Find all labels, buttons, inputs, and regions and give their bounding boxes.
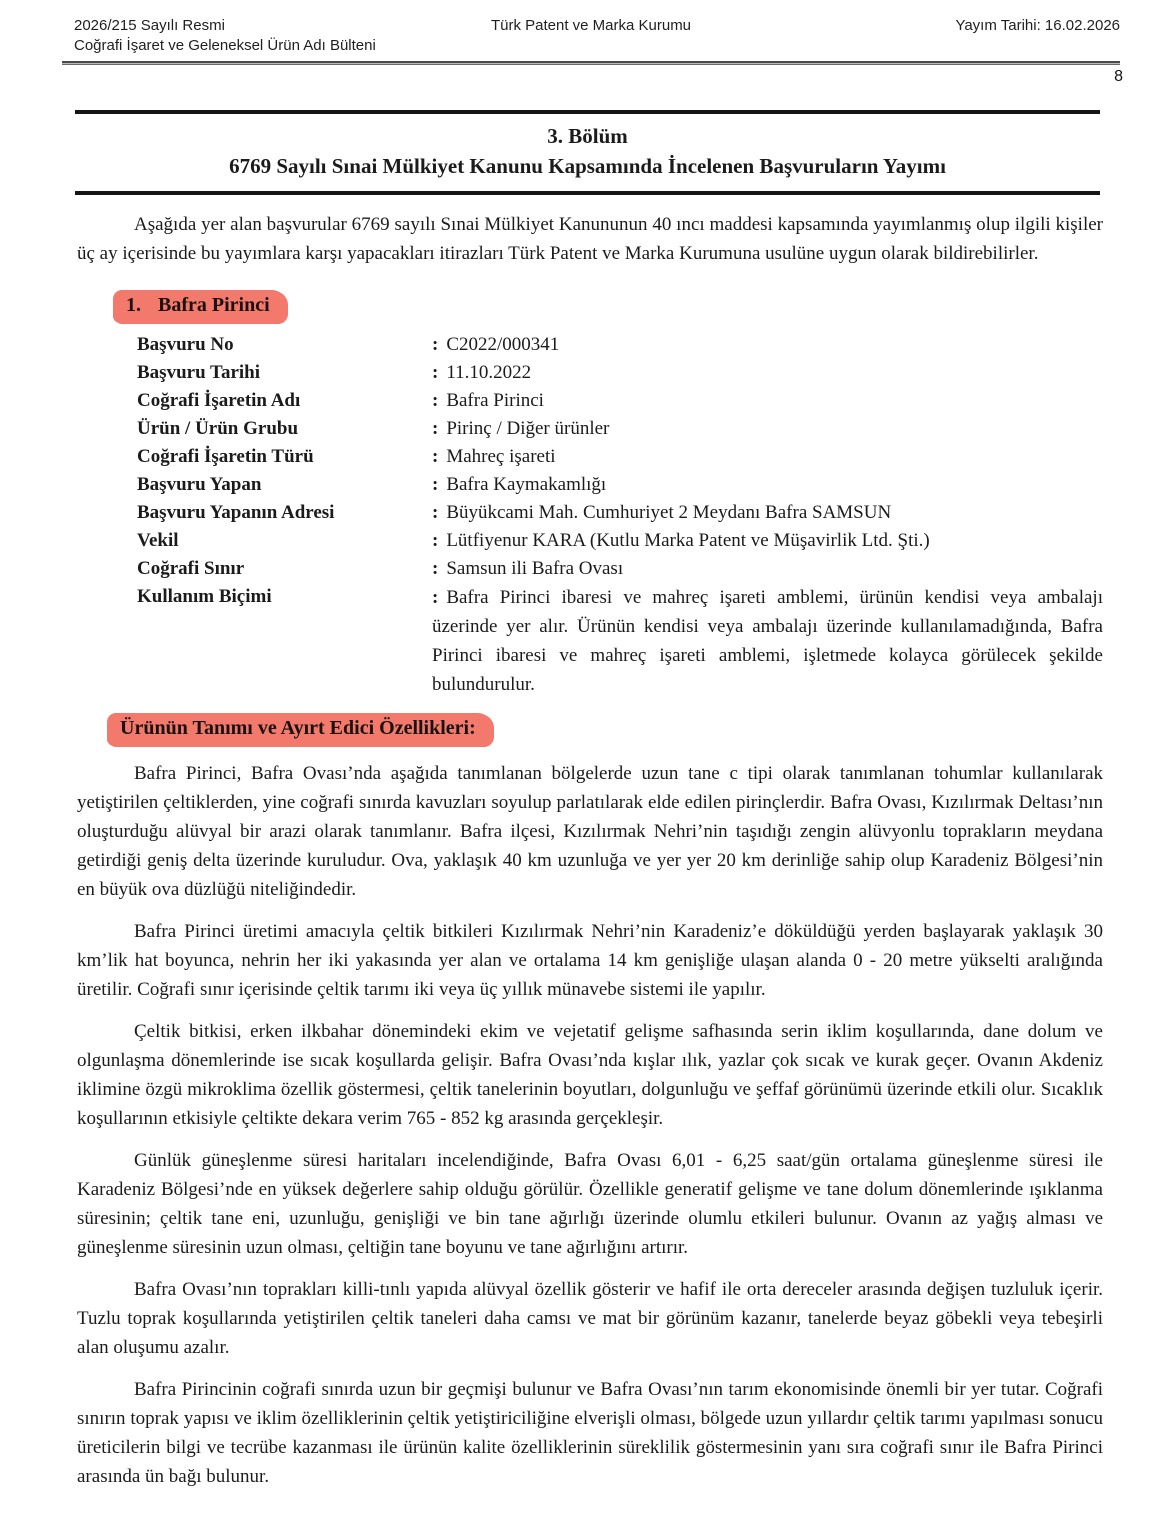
page-number: 8 xyxy=(1114,68,1123,85)
page-header xyxy=(0,0,1175,65)
section-title-band xyxy=(75,110,1100,195)
table-row xyxy=(137,331,1103,359)
application-title: Bafra Pirinci xyxy=(158,294,270,316)
colon-separator: : xyxy=(432,334,439,355)
application-heading xyxy=(113,290,1103,323)
field-label: Kullanım Biçimi xyxy=(137,586,272,607)
table-row xyxy=(137,499,1103,527)
field-value: : Bafra Kaymakamlığı xyxy=(432,474,607,495)
description-heading xyxy=(107,713,1103,746)
colon-separator: : xyxy=(432,390,439,411)
field-value: : Lütfiyenur KARA (Kutlu Marka Patent ve Müşavirlik Ltd. Şti.) xyxy=(432,530,930,551)
field-value: : Mahreç işareti xyxy=(432,446,556,467)
field-label: Coğrafi İşaretin Adı xyxy=(137,390,301,411)
field-label: Coğrafi İşaretin Türü xyxy=(137,446,314,467)
title-bottom-rule xyxy=(75,191,1100,195)
description-paragraph: Bafra Pirincinin coğrafi sınırda uzun bir geçmişi bulunur ve Bafra Ovası’nın tarım ekonomisinde önemli bir yer tutar. Coğrafi sınırın toprak yapısı ve iklim özelliklerinin çeltik yetiştiriciliğine elverişli olması, bölgede uzun yıllardır çeltik tarımı yapılması sonucu üreticilerin bilgi ve tecrübe kazanması ile ürünün kalite özelliklerinin süreklilik göstermesinin yanı sıra coğrafi sınır ile Bafra Pirinci arasında ün bağı bulunur. xyxy=(77,1379,1103,1487)
section-title-line1: 3. Bölüm xyxy=(547,124,628,148)
colon-separator: : xyxy=(432,418,439,439)
table-row xyxy=(137,527,1103,555)
field-label: Başvuru Yapan xyxy=(137,474,262,495)
field-label: Ürün / Ürün Grubu xyxy=(137,418,299,439)
bulletin-name: Coğrafi İşaret ve Geleneksel Ürün Adı Bülteni xyxy=(74,37,376,54)
colon-separator: : xyxy=(432,558,439,579)
intro-paragraph: Aşağıda yer alan başvurular 6769 sayılı Sınai Mülkiyet Kanununun 40 ıncı maddesi kapsamında yayımlanmış olup ilgili kişiler üç ay içerisinde bu yayımlara karşı yapacakları itirazları Türk Patent ve Marka Kurumuna usulüne uygun olarak bildirebilirler. xyxy=(77,214,1103,264)
table-row xyxy=(137,471,1103,499)
description-paragraph: Günlük güneşlenme süresi haritaları incelendiğinde, Bafra Ovası 6,01 - 6,25 saat/gün ortalama güneşlenme süresi ile Karadeniz Bölgesi’nde en yüksek değerlere sahip olduğu görülür. Özellikle generatif gelişme ve tane dolum dönemlerinde ışıklanma süresinin; çeltik tane eni, uzunluğu, genişliği ve bin tane ağırlığı üzerinde olumlu etkileri bulunur. Ovanın az yağış alması ve güneşlenme süresinin uzun olması, çeltiğin tane boyunu ve tane ağırlığını artırır. xyxy=(77,1150,1103,1258)
colon-separator: : xyxy=(432,362,439,383)
application-number: 1. xyxy=(126,294,141,316)
colon-separator: : xyxy=(432,530,439,551)
header-grid xyxy=(62,16,1120,56)
application-fields-table xyxy=(137,331,1103,699)
description-paragraph: Bafra Ovası’nın toprakları killi-tınlı yapıda alüvyal özellik gösterir ve hafif ile orta dereceler arasında değişen tuzluluk içerir. Tuzlu toprak koşullarında yetiştirilen çeltik taneleri daha camsı ve mat bir görünüm kazanır, tanelerde beyaz göbekli veya tebeşirli alan oluşumu azalır. xyxy=(77,1279,1103,1358)
field-label: Başvuru No xyxy=(137,334,234,355)
bulletin-identifier xyxy=(62,16,491,56)
bulletin-number: 2026/215 Sayılı Resmi xyxy=(74,17,225,34)
field-label: Vekil xyxy=(137,530,179,551)
table-row xyxy=(137,583,1103,699)
table-row xyxy=(137,415,1103,443)
field-value: : Büyükcami Mah. Cumhuriyet 2 Meydanı Bafra SAMSUN xyxy=(432,502,892,523)
field-value: : C2022/000341 xyxy=(432,334,560,355)
publication-date: Yayım Tarihi: 16.02.2026 xyxy=(955,17,1120,34)
field-value: : Bafra Pirinci ibaresi ve mahreç işareti amblemi, ürünün kendisi veya ambalajı üzerinde yer alır. Ürünün kendisi veya ambalajı üzerinde kullanılamadığında, Bafra Pirinci ibaresi ve mahreç işareti amblemi, işletmede kolayca görülecek şekilde bulundurulur. xyxy=(432,587,1103,695)
table-row xyxy=(137,359,1103,387)
colon-separator: : xyxy=(432,502,439,523)
field-value: : Pirinç / Diğer ürünler xyxy=(432,418,610,439)
description-heading-highlight: Ürünün Tanımı ve Ayırt Edici Özellikleri: xyxy=(107,713,492,746)
section-title-line2: 6769 Sayılı Sınai Mülkiyet Kanunu Kapsamında İncelenen Başvuruların Yayımı xyxy=(229,154,946,178)
application-heading-highlight xyxy=(113,290,286,323)
field-value: : 11.10.2022 xyxy=(432,362,532,383)
colon-separator: : xyxy=(432,587,439,608)
field-value: : Samsun ili Bafra Ovası xyxy=(432,558,624,579)
colon-separator: : xyxy=(432,474,439,495)
table-row xyxy=(137,443,1103,471)
description-paragraph: Çeltik bitkisi, erken ilkbahar dönemindeki ekim ve vejetatif gelişme safhasında serin iklim koşullarında, dane dolum ve olgunlaşma dönemlerinde ise sıcak koşullarda gelişir. Bafra Ovası’nda kışlar ılık, yazlar çok sıcak ve kurak geçer. Ovanın Akdeniz iklimine özgü mikroklima özellik göstermesi, çeltik tanelerinin boyutları, dolgunluğu ve şeffaf görünümü üzerinde etkili olur. Sıcaklık koşullarının etkisiyle çeltikte dekara verim 765 - 852 kg arasında gerçekleşir. xyxy=(77,1021,1103,1129)
field-label: Başvuru Tarihi xyxy=(137,362,261,383)
field-label: Coğrafi Sınır xyxy=(137,558,245,579)
institution-name: Türk Patent ve Marka Kurumu xyxy=(490,17,692,34)
colon-separator: : xyxy=(432,446,439,467)
table-row xyxy=(137,555,1103,583)
document-body xyxy=(0,210,1175,1491)
description-paragraph: Bafra Pirinci, Bafra Ovası’nda aşağıda tanımlanan bölgelerde uzun tane c tipi olarak tanımlanan tohumlar kullanılarak yetiştirilen çeltiklerden, yine coğrafi sınırda kavuzları soyulup parlatılarak elde edilen pirinçlerdir. Bafra Ovası, Kızılırmak Deltası’nın oluşturduğu alüvyal bir arazi olarak tanımlanır. Bafra ilçesi, Kızılırmak Nehri’nin taşıdığı zengin alüvyonlu toprakların meydana getirdiği geniş delta üzerinde kuruludur. Ova, yaklaşık 40 km uzunluğa ve yer yer 20 km derinliğe sahip olup Karadeniz Bölgesi’nin en büyük ova düzlüğü niteliğindedir. xyxy=(77,763,1103,900)
field-label: Başvuru Yapanın Adresi xyxy=(137,502,335,523)
section-title xyxy=(75,114,1100,191)
field-value: : Bafra Pirinci xyxy=(432,390,544,411)
description-paragraph: Bafra Pirinci üretimi amacıyla çeltik bitkileri Kızılırmak Nehri’nin Karadeniz’e döküldüğü yerden başlayarak yaklaşık 30 km’lik hat boyunca, nehrin her iki yakasında yer alan ve ortalama 14 km genişliğe ulaşan alanda 0 - 20 metre yükselti aralığında üretilir. Coğrafi sınır içerisinde çeltik tarımı iki veya üç yıllık münavebe sistemi ile yapılır. xyxy=(77,921,1103,1000)
table-row xyxy=(137,387,1103,415)
